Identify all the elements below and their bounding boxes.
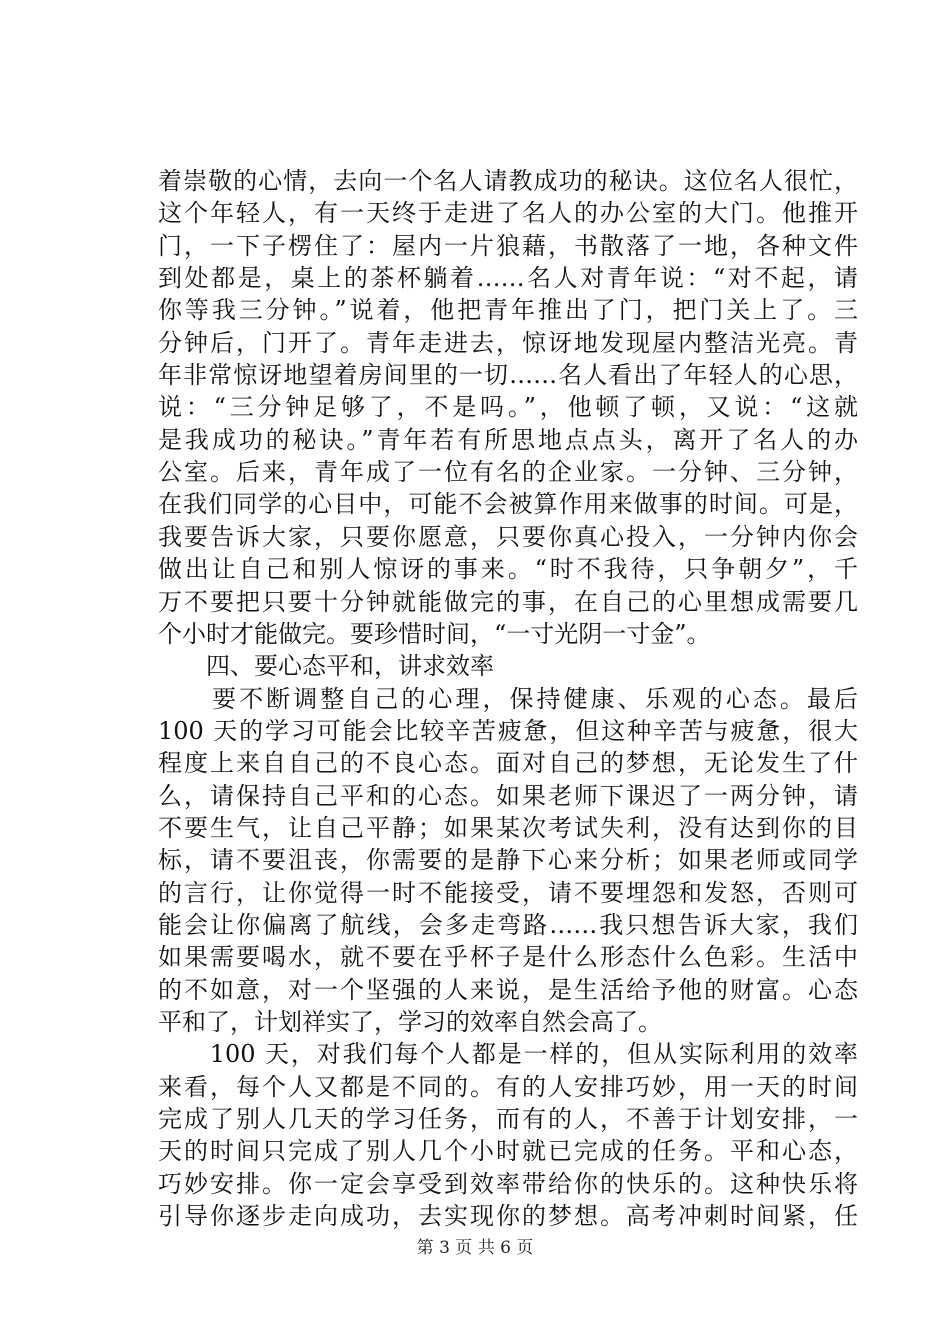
text-line: 标，请不要沮丧，你需要的是静下心来分析；如果老师或同学 <box>158 846 858 875</box>
text-line: 么，请保持自己平和的心态。如果老师下课迟了一两分钟，请 <box>158 781 858 810</box>
text-line: 做出让自己和别人惊讶的事来。“时不我待，只争朝夕”，千 <box>158 555 858 584</box>
text-line: 公室。后来，青年成了一位有名的企业家。一分钟、三分钟， <box>158 458 858 487</box>
text-line: 不要生气，让自己平静；如果某次考试失利，没有达到你的目 <box>158 813 858 842</box>
page-footer: 第 3 页 共 6 页 <box>416 1238 534 1258</box>
text-line: 来看，每个人又都是不同的。有的人安排巧妙，用一天的时间 <box>158 1072 858 1101</box>
text-line: 完成了别人几天的学习任务，而有的人，不善于计划安排，一 <box>158 1105 858 1133</box>
text-line: 能会让你偏离了航线，会多走弯路……我只想告诉大家，我们 <box>158 910 858 939</box>
text-line: 说：“三分钟足够了，不是吗。”，他顿了顿，又说：“这就 <box>158 393 858 422</box>
text-line: 天的时间只完成了别人几个小时就已完成的任务。平和心态， <box>158 1137 858 1166</box>
text-line: 的不如意，对一个坚强的人来说，是生活给予他的财富。心态 <box>158 975 858 1004</box>
text-line: 个小时才能做完。要珍惜时间，“一寸光阴一寸金”。 <box>158 619 711 648</box>
text-line: 在我们同学的心目中，可能不会被算作用来做事的时间。可是， <box>158 490 858 519</box>
text-line: 引导你逐步走向成功，去实现你的梦想。高考冲刺时间紧，任 <box>158 1202 858 1230</box>
text-line: 着崇敬的心情，去向一个名人请教成功的秘诀。这位名人很忙， <box>158 167 858 195</box>
text-line: 100 天，对我们每个人都是一样的，但从实际利用的效率 <box>158 1040 858 1069</box>
text-line: 到处都是，桌上的茶杯躺着……名人对青年说：“对不起，请 <box>158 264 858 292</box>
text-line: 如果需要喝水，就不要在乎杯子是什么形态什么色彩。生活中 <box>158 943 858 972</box>
text-line: 你等我三分钟。”说着，他把青年推出了门，把门关上了。三 <box>158 296 858 325</box>
text-line: 我要告诉大家，只要你愿意，只要你真心投入，一分钟内你会 <box>158 522 858 551</box>
text-line: 分钟后，门开了。青年走进去，惊讶地发现屋内整洁光亮。青 <box>158 328 858 357</box>
text-line: 是我成功的秘诀。”青年若有所思地点点头，离开了名人的办 <box>158 425 858 454</box>
text-line: 门，一下子楞住了：屋内一片狼藉，书散落了一地，各种文件 <box>158 231 858 260</box>
text-line: 平和了，计划祥实了，学习的效率自然会高了。 <box>158 1007 662 1036</box>
text-line: 这个年轻人，有一天终于走进了名人的办公室的大门。他推开 <box>158 199 858 228</box>
text-line: 巧妙安排。你一定会享受到效率带给你的快乐的。这种快乐将 <box>158 1169 858 1198</box>
text-line: 100 天的学习可能会比较辛苦疲惫，但这种辛苦与疲惫，很大 <box>158 716 858 745</box>
text-line: 程度上来自自己的不良心态。面对自己的梦想，无论发生了什 <box>158 749 858 778</box>
text-line: 的言行，让你觉得一时不能接受，请不要埋怨和发怒，否则可 <box>158 878 858 907</box>
text-line: 年非常惊讶地望着房间里的一切……名人看出了年轻人的心思， <box>158 361 858 390</box>
text-line: 要不断调整自己的心理，保持健康、乐观的心态。最后 <box>158 684 858 713</box>
text-line: 万不要把只要十分钟就能做完的事，在自己的心里想成需要几 <box>158 587 858 616</box>
section-heading: 四、要心态平和，讲求效率 <box>158 652 494 681</box>
